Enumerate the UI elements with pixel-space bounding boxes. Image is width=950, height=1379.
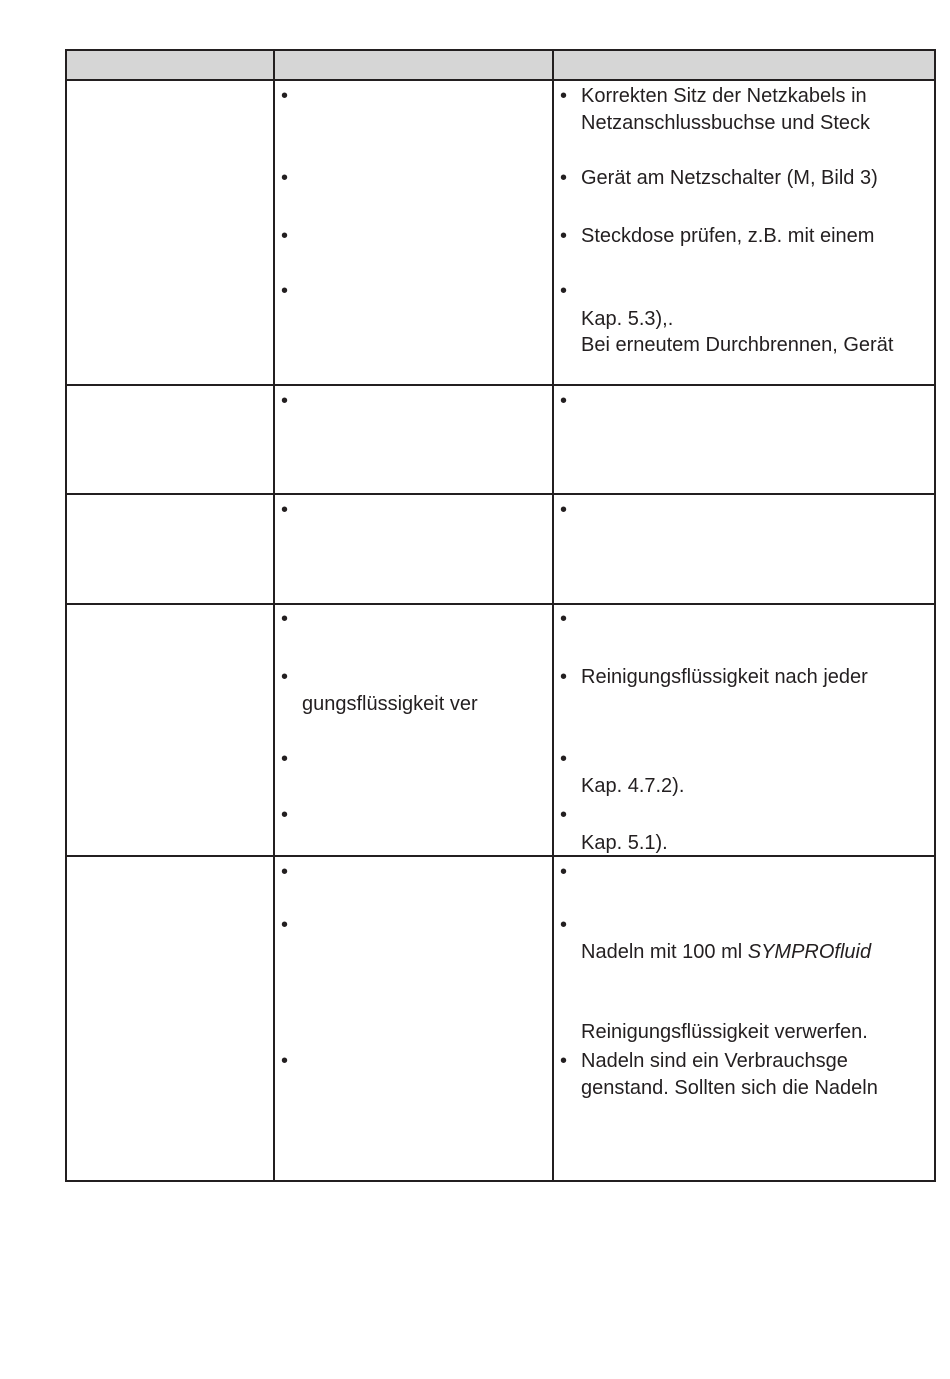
table-header-row [65,49,936,80]
table-rule [65,1180,936,1182]
product-name: SYMPROfluid [747,941,872,963]
table-rule [65,79,936,81]
table-rule [65,384,936,386]
table-rule [552,49,554,1182]
table-rule [65,855,936,857]
table-rule [934,49,936,1182]
table-rule [65,49,936,51]
table-rule [65,493,936,495]
table-rule [65,603,936,605]
table-rule [65,49,67,1182]
table-rule [273,49,275,1182]
troubleshooting-table: • • • • • Korrekten Sitz der Netzkabels in Netzanschlussbuchse und Steck • Gerät am Netzschalter (M, Bild 3) • Steckdose prüfen, z.B. mit einem • Kap. 5.3),. Bei erneutem Durchbrennen, Gerät • • • • • • gungsflüssigkeit ver • • • • Reinigungsflüssigkeit nach jeder • Kap. 4.7.2). • Kap. 5.1). • • • • • Nadeln mit 100 ml SYMPROfluid Reinigungsflüssigkeit verwerfen. • Nadeln sind ein Verbrauchsge genstand. Sollten sich die Nadeln [65,49,936,1182]
